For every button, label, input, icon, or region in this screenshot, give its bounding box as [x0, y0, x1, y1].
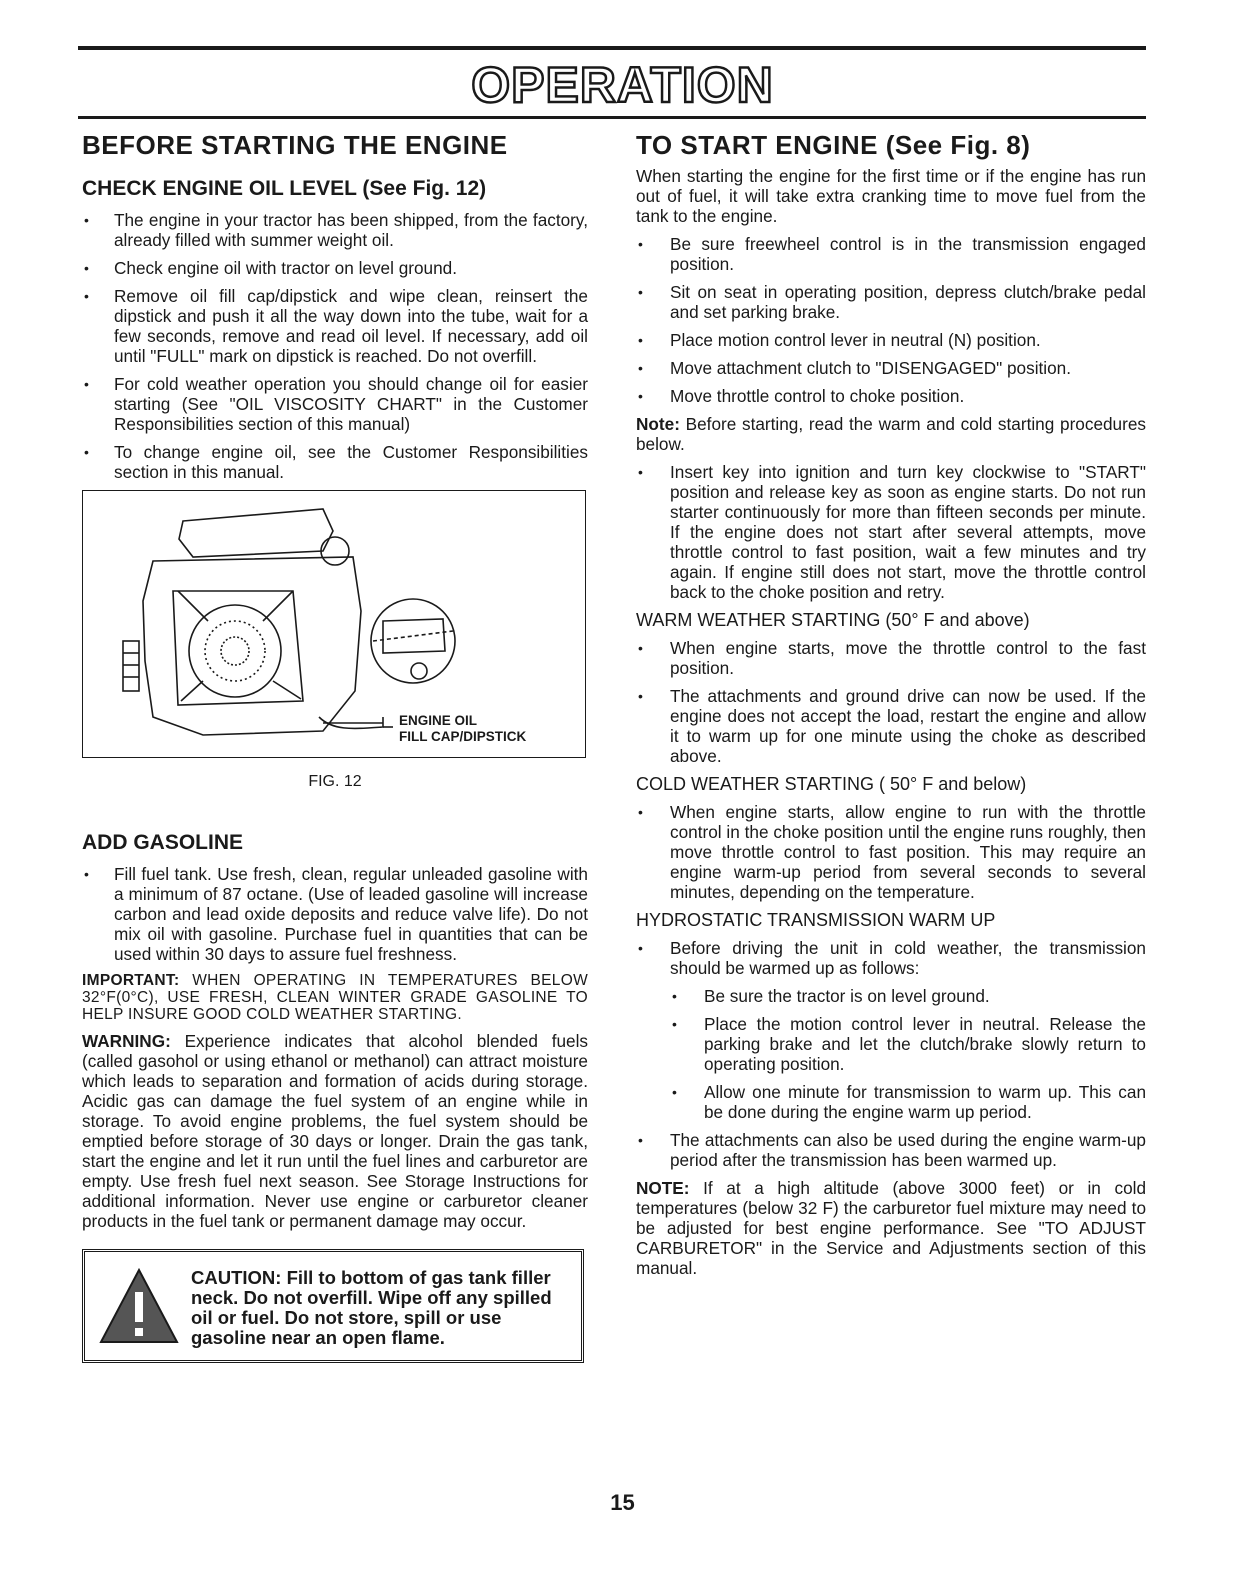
list-item: • Check engine oil with tractor on level ground. [82, 258, 588, 278]
note-text: Before starting, read the warm and cold starting procedures below. [636, 414, 1146, 454]
oil-bullets [82, 210, 588, 482]
warning-label: WARNING: [82, 1031, 171, 1051]
note-label: Note: [636, 414, 680, 434]
gasoline-heading: ADD GASOLINE [82, 831, 244, 854]
list-item: • Place the motion control lever in neutral. Release the parking brake and let the clutch/brake slowly return to operating position. [670, 1014, 1146, 1074]
list-item: • When engine starts, move the throttle control to the fast position. [636, 638, 1146, 678]
right-column [636, 124, 1146, 1286]
section-title: BEFORE STARTING THE ENGINE [82, 130, 508, 160]
list-item: • Remove oil fill cap/dipstick and wipe clean, reinsert the dipstick and push it all the way down into the tube, wait for a few seconds, remove and read oil level. If necessary, add oil until "FULL" mark on dipstick is reached. Do not overfill. [82, 286, 588, 366]
callout-line2: FILL CAP/DIPSTICK [399, 729, 527, 744]
list-item: • Move throttle control to choke position. [636, 386, 1146, 406]
page-number: 15 [610, 1490, 635, 1515]
figure-callout [399, 713, 526, 745]
start-bullets [636, 234, 1146, 406]
important-notice [82, 972, 588, 1023]
list-item: • Move attachment clutch to "DISENGAGED" position. [636, 358, 1146, 378]
list-item: • Allow one minute for transmission to warm up. This can be done during the engine warm up period. [670, 1082, 1146, 1122]
list-item: • The engine in your tractor has been shipped, from the factory, already filled with summer weight oil. [82, 210, 588, 250]
note-paragraph [636, 414, 1146, 454]
important-text: WHEN OPERATING IN TEMPERATURES BELOW 32°F(0°C), USE FRESH, CLEAN WINTER GRADE GASOLINE TO HELP INSURE GOOD COLD WEATHER STARTING. [82, 972, 589, 1023]
warning-paragraph [82, 1031, 588, 1231]
hydro-bullets [636, 938, 1146, 978]
list-item: • Be sure freewheel control is in the transmission engaged position. [636, 234, 1146, 274]
caution-text: CAUTION: Fill to bottom of gas tank filler neck. Do not overfill. Wipe off any spilled oil or fuel. Do not store, spill or use gasoline near an open flame. [191, 1267, 552, 1348]
list-item: • For cold weather operation you should change oil for easier starting (See "OIL VISCOSITY CHART" in the Customer Responsibilities section of this manual) [82, 374, 588, 434]
warm-bullets [636, 638, 1146, 766]
list-item: • Sit on seat in operating position, depress clutch/brake pedal and set parking brake. [636, 282, 1146, 322]
warning-triangle-icon [99, 1266, 179, 1346]
altitude-note [636, 1178, 1146, 1278]
caution-box [82, 1249, 584, 1363]
list-item: • Place motion control lever in neutral (N) position. [636, 330, 1146, 350]
engine-figure [82, 490, 586, 758]
list-item: • Before driving the unit in cold weather, the transmission should be warmed up as follows: [636, 938, 1146, 978]
cold-bullets [636, 802, 1146, 902]
top-rule [78, 46, 1146, 50]
key-start-bullets [636, 462, 1146, 602]
hydro-after-bullets [636, 1130, 1146, 1170]
list-item: • The attachments and ground drive can now be used. If the engine does not accept the load, restart the engine and allow it to warm up for one minute using the choke as described above. [636, 686, 1146, 766]
warm-weather-heading: WARM WEATHER STARTING (50° F and above) [636, 610, 1030, 630]
hydro-heading: HYDROSTATIC TRANSMISSION WARM UP [636, 910, 996, 930]
start-engine-heading: TO START ENGINE (See Fig. 8) [636, 130, 1031, 160]
list-item: • Be sure the tractor is on level ground. [670, 986, 1146, 1006]
cold-weather-heading: COLD WEATHER STARTING ( 50° F and below) [636, 774, 1027, 794]
left-column [82, 124, 588, 1363]
start-intro: When starting the engine for the first time or if the engine has run out of fuel, it will take extra cranking time to move fuel from the tank to the engine. [636, 166, 1146, 226]
list-item: • The attachments can also be used during the engine warm-up period after the transmission has been warmed up. [636, 1130, 1146, 1170]
list-item: • To change engine oil, see the Customer Responsibilities section in this manual. [82, 442, 588, 482]
list-item: • Insert key into ignition and turn key clockwise to "START" position and release key as soon as engine starts. Do not run starter continuously for more than fifteen seconds per minute. If the engine does not start after several attempts, move throttle control to fast position, wait a few minutes and try again. If engine still does not start, move the throttle control back to the choke position and retry. [636, 462, 1146, 602]
callout-line1: ENGINE OIL [399, 713, 478, 728]
warning-text: Experience indicates that alcohol blended fuels (called gasohol or using ethanol or methanol) can attract moisture which leads to separation and formation of acids during storage. Acidic gas can damage the fuel system of an engine while in storage. To avoid engine problems, the fuel system should be emptied before storage of 30 days or longer. Drain the gas tank, start the engine and let it run until the fuel lines and carburetor are empty. Use fresh fuel next season. See Storage Instructions for additional information. Never use engine or carburetor cleaner products in the fuel tank or permanent damage may occur. [82, 1031, 588, 1231]
important-label: IMPORTANT: [82, 972, 180, 989]
note2-label: NOTE: [636, 1178, 690, 1198]
list-item: • Fill fuel tank. Use fresh, clean, regular unleaded gasoline with a minimum of 87 octane. (Use of leaded gasoline will increase carbon and lead oxide deposits and reduce valve life). Do not mix oil with gasoline. Purchase fuel in quantities that can be used within 30 days to assure fuel freshness. [82, 864, 588, 964]
note2-text: If at a high altitude (above 3000 feet) or in cold temperatures (below 32 F) the carburetor fuel mixture may need to be adjusted for best engine performance. See "TO ADJUST CARBURETOR" in the Service and Adjustments section of this manual. [636, 1178, 1147, 1278]
gasoline-bullets [82, 864, 588, 964]
title-underline [78, 116, 1146, 119]
page-title: OPERATION [471, 57, 774, 113]
figure-caption: FIG. 12 [308, 773, 362, 790]
hydro-nested-bullets [636, 986, 1146, 1122]
oil-heading: CHECK ENGINE OIL LEVEL (See Fig. 12) [82, 177, 487, 200]
list-item: • When engine starts, allow engine to run with the throttle control in the choke position until the engine runs roughly, then move throttle control to fast position. This may require an engine warm-up period from several seconds to several minutes, depending on the temperature. [636, 802, 1146, 902]
